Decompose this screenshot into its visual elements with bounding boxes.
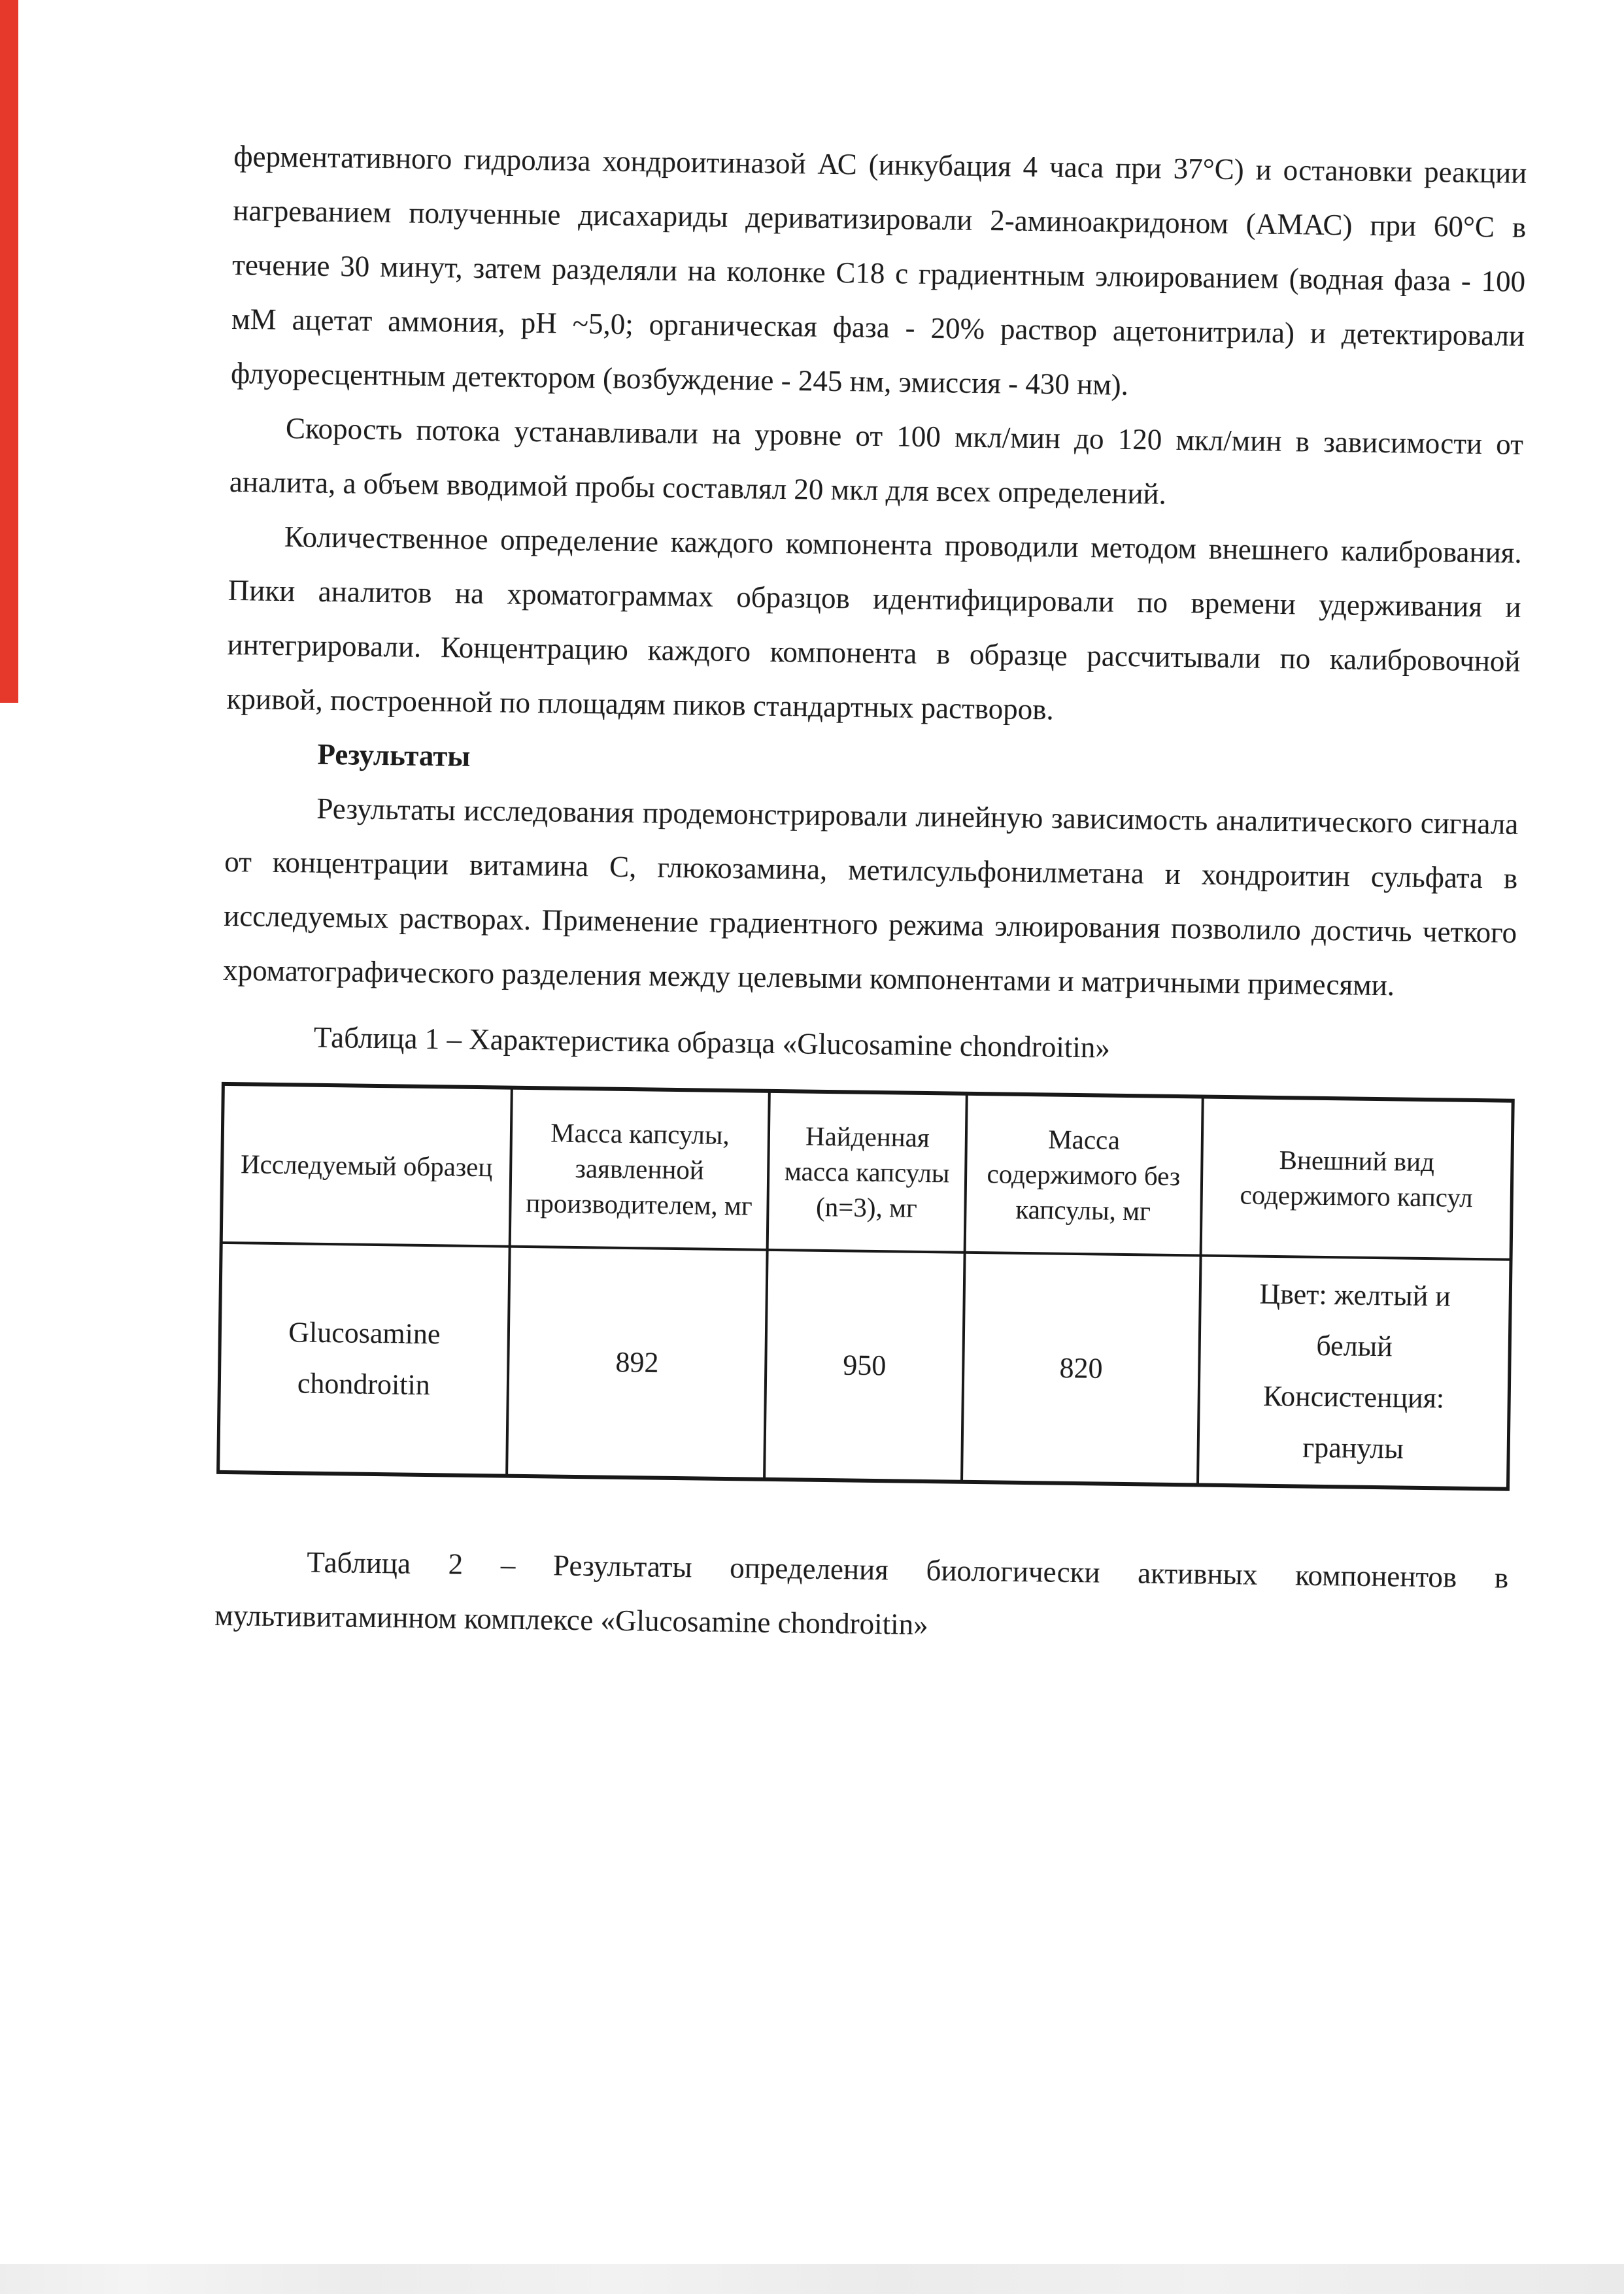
column-header-declared-mass: Масса капсулы, заявленной производителем, мг [510,1088,770,1250]
paragraph-quantification: Количественное определение каждого компонента проводили методом внешнего калибрования. Пики аналитов на хроматограммах образцов идентифицировали по времени удерживания и интегрировали. Концентрацию каждого компонента в образце рассчитывали по калибровочной кривой, построенной по площадям пиков стандартных растворов. [226,520,1523,726]
table-row [218,1243,1511,1489]
results-heading: Результаты [317,737,471,773]
cell-declared-mass: 892 [507,1247,768,1479]
paragraph-method-continuation: ферментативного гидролиза хондроитиназой АС (инкубация 4 часа при 37°С) и остановки реакции нагреванием полученные дисахариды дериватизировали 2-аминоакридоном (АМАС) при 60°С в течение 30 минут, затем разделяли на колонке С18 с градиентным элюированием (водная фаза - 100 мМ ацетат аммония, рН ~5,0; органическая фаза - 20% раствор ацетонитрила) и детектировали флуоресцентным детектором (возбуждение - 245 нм, эмиссия - 430 нм). [230,139,1527,401]
cell-sample-name: Glucosamine chondroitin [218,1243,510,1476]
cell-appearance: Цвет: желтый и белый Консистенция: гранулы [1198,1255,1511,1489]
scan-red-stripe-artifact [0,0,18,703]
scan-bottom-band-artifact [0,2264,1624,2294]
column-header-found-mass: Найденная масса капсулы (n=3), мг [768,1091,967,1253]
column-header-appearance: Внешний вид содержимого капсул [1200,1097,1513,1260]
paragraph-results: Результаты исследования продемонстрировали линейную зависимость аналитического сигнала от концентрации витамина С, глюкозамина, метилсульфонилметана и хондроитин сульфата в исследуемых растворах. Применение градиентного режима элюирования позволило достичь четкого хроматографического разделения между целевыми компонентами и матричными примесями. [222,792,1519,1002]
column-header-sample: Исследуемый образец [221,1084,512,1247]
table1-caption: Таблица 1 – Характеристика образца «Glucosamine chondroitin» [313,1020,1111,1064]
paragraph-flow-rate: Скорость потока устанавливали на уровне от 100 мкл/мин до 120 мкл/мин в зависимости от аналита, а объем вводимой пробы составлял 20 мкл для всех определений. [229,412,1524,511]
table2-caption: Таблица 2 – Результаты определения биологически активных компонентов в мультивитаминном комплексе «Glucosamine chondroitin» [214,1545,1509,1642]
cell-content-mass: 820 [962,1253,1201,1485]
sample-characteristics-table [216,1082,1515,1491]
column-header-content-mass: Масса содержимого без капсулы, мг [964,1094,1202,1256]
document-content [214,129,1527,1660]
table-header-row [221,1084,1513,1260]
cell-found-mass: 950 [764,1250,964,1482]
